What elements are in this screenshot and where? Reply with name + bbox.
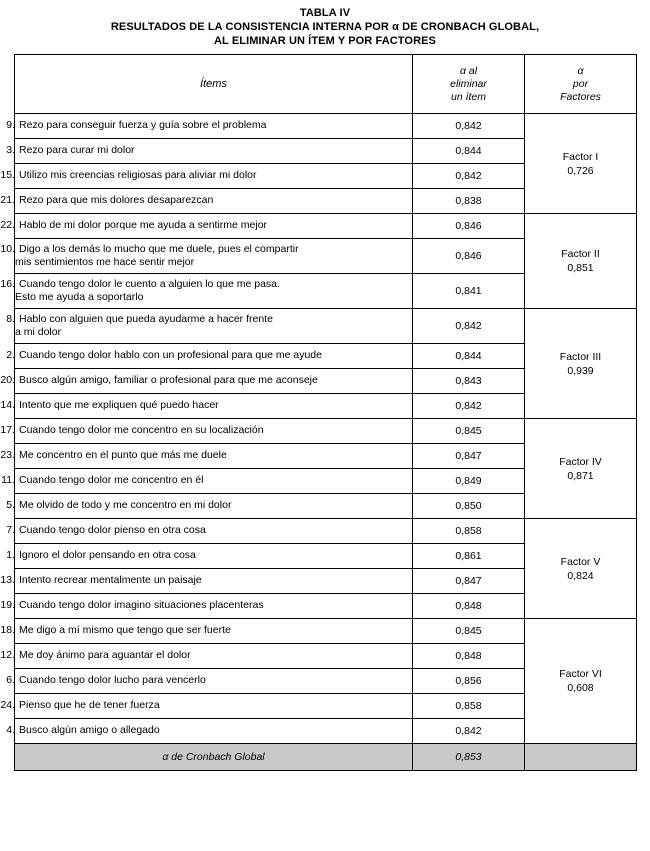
alpha-value: 0,842 [413, 309, 525, 344]
item-number: 15. [0, 169, 15, 182]
item-cell [0, 274, 413, 309]
item-cell [0, 444, 413, 469]
item-text: Me doy ánimo para aguantar el dolor [19, 649, 191, 662]
item-cell [0, 394, 413, 419]
item-number: 7. [6, 524, 15, 537]
factor-cell [525, 519, 637, 619]
header-line-3: un ítem [450, 90, 487, 103]
item-text: Busco algún amigo, familiar o profesional para que me aconseje [19, 374, 318, 387]
factor-cell [525, 214, 637, 309]
header-line-3: Factores [560, 90, 601, 103]
item-text: Cuando tengo dolor lucho para vencerlo [19, 674, 206, 687]
table-footer [15, 744, 637, 771]
table-row [15, 419, 637, 444]
item-text: Ignoro el dolor pensando en otra cosa [19, 549, 196, 562]
item-text: Cuando tengo dolor me concentro en él [19, 474, 204, 487]
alpha-value: 0,845 [413, 619, 525, 644]
item-number: 13. [0, 574, 15, 587]
header-line-1: α [577, 64, 584, 77]
item-cell [0, 164, 413, 189]
item-number: 18. [0, 624, 15, 637]
item-cell [0, 189, 413, 214]
alpha-value: 0,846 [413, 239, 525, 274]
results-table [0, 54, 637, 771]
item-cell [1, 469, 413, 494]
table-number: TABLA IV [299, 7, 351, 19]
factor-value: 0,726 [567, 164, 594, 177]
table-title-line-1: RESULTADOS DE LA CONSISTENCIA INTERNA POR α DE CRONBACH GLOBAL, [110, 21, 540, 33]
factor-cell [525, 309, 637, 419]
alpha-value: 0,861 [413, 544, 525, 569]
table-row [15, 214, 637, 239]
column-header-items: Ítems [15, 55, 413, 114]
item-number: 1. [6, 549, 15, 562]
item-cell [0, 619, 413, 644]
item-number: 4. [6, 724, 15, 737]
alpha-value: 0,848 [413, 594, 525, 619]
alpha-value: 0,842 [413, 719, 525, 744]
alpha-value: 0,842 [413, 114, 525, 139]
item-text-line-2: a mi dolor [15, 326, 62, 338]
factor-name: Factor III [559, 350, 602, 363]
item-cell [0, 569, 413, 594]
item-cell [0, 214, 413, 239]
item-number: 8. [6, 312, 15, 325]
item-number: 14. [0, 399, 15, 412]
alpha-value: 0,858 [413, 694, 525, 719]
footer-empty-cell [525, 744, 637, 771]
item-cell [6, 309, 413, 344]
table-title-line-2: AL ELIMINAR UN ÍTEM Y POR FACTORES [214, 35, 436, 47]
item-number: 19. [0, 599, 15, 612]
alpha-value: 0,844 [413, 344, 525, 369]
item-cell [0, 644, 413, 669]
factor-value: 0,939 [567, 364, 594, 377]
item-number: 21. [0, 194, 15, 207]
alpha-value: 0,848 [413, 644, 525, 669]
alpha-value: 0,844 [413, 139, 525, 164]
factor-cell [525, 419, 637, 519]
alpha-value: 0,849 [413, 469, 525, 494]
column-header-alpha-delete [413, 55, 525, 114]
item-number: 2. [6, 349, 15, 362]
item-text: Me digo a mí mismo que tengo que ser fuerte [19, 624, 231, 637]
factor-value: 0,608 [567, 682, 594, 694]
alpha-value: 0,843 [413, 369, 525, 394]
factor-name: Factor I [562, 150, 599, 163]
item-number: 10. [0, 242, 15, 255]
item-text: Cuando tengo dolor le cuento a alguien lo que me pasa. [19, 277, 280, 290]
item-cell [0, 694, 413, 719]
item-cell [0, 594, 413, 619]
item-number: 22. [0, 219, 15, 232]
alpha-value: 0,841 [413, 274, 525, 309]
item-cell [6, 139, 413, 164]
alpha-value: 0,842 [413, 394, 525, 419]
item-text: Rezo para que mis dolores desaparezcan [19, 194, 214, 207]
table-row [15, 309, 637, 344]
item-number: 11. [1, 474, 15, 487]
table-body [0, 114, 637, 744]
item-cell [6, 519, 413, 544]
alpha-value: 0,838 [413, 189, 525, 214]
item-number: 3. [6, 144, 15, 157]
table-row [15, 519, 637, 544]
item-text: Cuando tengo dolor imagino situaciones placenteras [19, 599, 264, 612]
table-row [15, 619, 637, 644]
item-text-line-2: mis sentimientos me hace sentir mejor [15, 256, 195, 268]
item-number: 23. [0, 449, 15, 462]
item-text: Intento que me expliquen qué puedo hacer [19, 399, 219, 412]
item-number: 20. [0, 374, 15, 387]
header-line-1: α al [459, 64, 478, 77]
alpha-value: 0,845 [413, 419, 525, 444]
item-cell [6, 494, 413, 519]
item-cell [0, 239, 413, 274]
item-number: 16. [0, 277, 15, 290]
table-caption [14, 6, 636, 48]
item-text: Intento recrear mentalmente un paisaje [19, 574, 202, 587]
table-header [15, 55, 637, 114]
header-line-2: por [572, 77, 589, 90]
item-text: Busco algún amigo o allegado [19, 724, 160, 737]
item-text: Me olvido de todo y me concentro en mi dolor [19, 499, 232, 512]
item-number: 9. [6, 119, 15, 132]
item-cell [0, 419, 413, 444]
item-text: Rezo para conseguir fuerza y guía sobre el problema [19, 119, 267, 132]
factor-value: 0,824 [567, 569, 594, 582]
alpha-value: 0,850 [413, 494, 525, 519]
global-alpha-label: α de Cronbach Global [15, 744, 413, 771]
factor-name: Factor IV [559, 455, 602, 468]
factor-cell [525, 114, 637, 214]
alpha-value: 0,842 [413, 164, 525, 189]
alpha-value: 0,847 [413, 569, 525, 594]
factor-name: Factor V [560, 555, 601, 568]
item-text: Digo a los demás lo mucho que me duele, pues el compartir [19, 242, 299, 255]
item-cell [6, 114, 413, 139]
alpha-value: 0,846 [413, 214, 525, 239]
item-text: Utilizo mis creencias religiosas para aliviar mi dolor [19, 169, 257, 182]
global-alpha-value: 0,853 [413, 744, 525, 771]
item-text: Pienso que he de tener fuerza [19, 699, 160, 712]
item-text-line-2: Esto me ayuda a soportarlo [15, 291, 144, 303]
item-cell [6, 669, 413, 694]
item-cell [6, 544, 413, 569]
item-text: Hablo de mi dolor porque me ayuda a sentirme mejor [19, 219, 268, 232]
alpha-value: 0,847 [413, 444, 525, 469]
alpha-value: 0,858 [413, 519, 525, 544]
item-text: Cuando tengo dolor hablo con un profesional para que me ayude [19, 349, 322, 362]
item-text: Me concentro en el punto que más me duele [19, 449, 227, 462]
item-number: 17. [0, 424, 15, 437]
item-cell [6, 344, 413, 369]
item-text: Rezo para curar mi dolor [19, 144, 135, 157]
table-row [15, 114, 637, 139]
factor-cell [525, 619, 637, 744]
column-header-alpha-factors [525, 55, 637, 114]
item-number: 12. [0, 649, 15, 662]
factor-value: 0,851 [567, 262, 594, 274]
item-number: 24. [0, 699, 15, 712]
item-text: Hablo con alguien que pueda ayudarme a hacer frente [19, 312, 273, 325]
factor-name: Factor VI [559, 668, 602, 680]
item-text: Cuando tengo dolor me concentro en su localización [19, 424, 264, 437]
header-line-2: eliminar [450, 77, 487, 90]
alpha-value: 0,856 [413, 669, 525, 694]
item-text: Cuando tengo dolor pienso en otra cosa [19, 524, 206, 537]
item-number: 6. [6, 674, 15, 687]
item-number: 5. [6, 499, 15, 512]
factor-value: 0,871 [567, 469, 594, 482]
factor-name: Factor II [561, 248, 600, 260]
item-cell [6, 719, 413, 744]
item-cell [0, 369, 413, 394]
